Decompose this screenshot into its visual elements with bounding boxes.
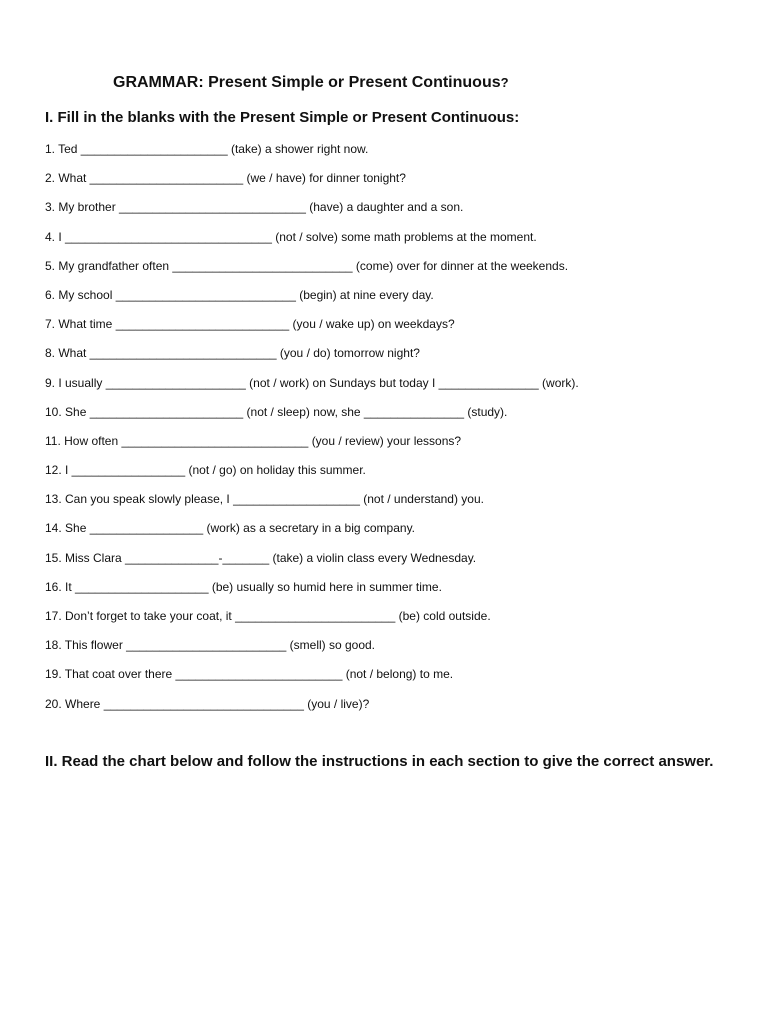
exercise-item: 13. Can you speak slowly please, I ___________________ (not / understand) you. (45, 492, 484, 507)
title-main: GRAMMAR (113, 74, 199, 91)
exercise-item: 9. I usually _____________________ (not / work) on Sundays but today I _______________ (work). (45, 375, 579, 390)
exercise-item: 18. This flower ________________________ (smell) so good. (45, 638, 376, 653)
title-rest: Present Simple or Present Continuous (208, 74, 501, 91)
exercise-item: 15. Miss Clara ______________-_______ (take) a violin class every Wednesday. (45, 550, 477, 565)
section-1-heading: I. Fill in the blanks with the Present Simple or Present Continuous: (45, 109, 520, 126)
worksheet-title (113, 74, 509, 92)
exercise-item: 10. She _______________________ (not / sleep) now, she _______________ (study). (45, 404, 508, 419)
exercise-item: 12. I _________________ (not / go) on holiday this summer. (45, 463, 366, 478)
exercise-list (45, 138, 579, 722)
exercise-item: 20. Where ______________________________ (you / live)? (45, 696, 370, 711)
exercise-item: 7. What time __________________________ (you / wake up) on weekdays? (45, 317, 455, 332)
exercise-item: 5. My grandfather often ___________________________ (come) over for dinner at the weekends. (45, 258, 569, 273)
exercise-item: 1. Ted ______________________ (take) a shower right now. (45, 142, 369, 156)
exercise-item: 4. I _______________________________ (not / solve) some math problems at the moment. (45, 229, 537, 244)
exercise-item: 2. What _______________________ (we / have) for dinner tonight? (45, 171, 406, 186)
exercise-item: 14. She _________________ (work) as a secretary in a big company. (45, 521, 416, 536)
exercise-item: 16. It ____________________ (be) usually so humid here in summer time. (45, 579, 442, 594)
exercise-item: 8. What ____________________________ (you / do) tomorrow night? (45, 346, 420, 361)
section-2-heading: II. Read the chart below and follow the instructions in each section to give the correct answer. (45, 753, 714, 770)
exercise-item: 19. That coat over there _________________________ (not / belong) to me. (45, 667, 454, 682)
exercise-item: 3. My brother ____________________________ (have) a daughter and a son. (45, 200, 464, 215)
exercise-item: 11. How often ____________________________ (you / review) your lessons? (45, 433, 462, 448)
title-colon: : (198, 74, 209, 91)
title-question-mark: ? (500, 75, 509, 90)
exercise-item: 17. Don’t forget to take your coat, it ________________________ (be) cold outside. (45, 609, 491, 623)
exercise-item: 6. My school ___________________________ (begin) at nine every day. (45, 287, 434, 302)
